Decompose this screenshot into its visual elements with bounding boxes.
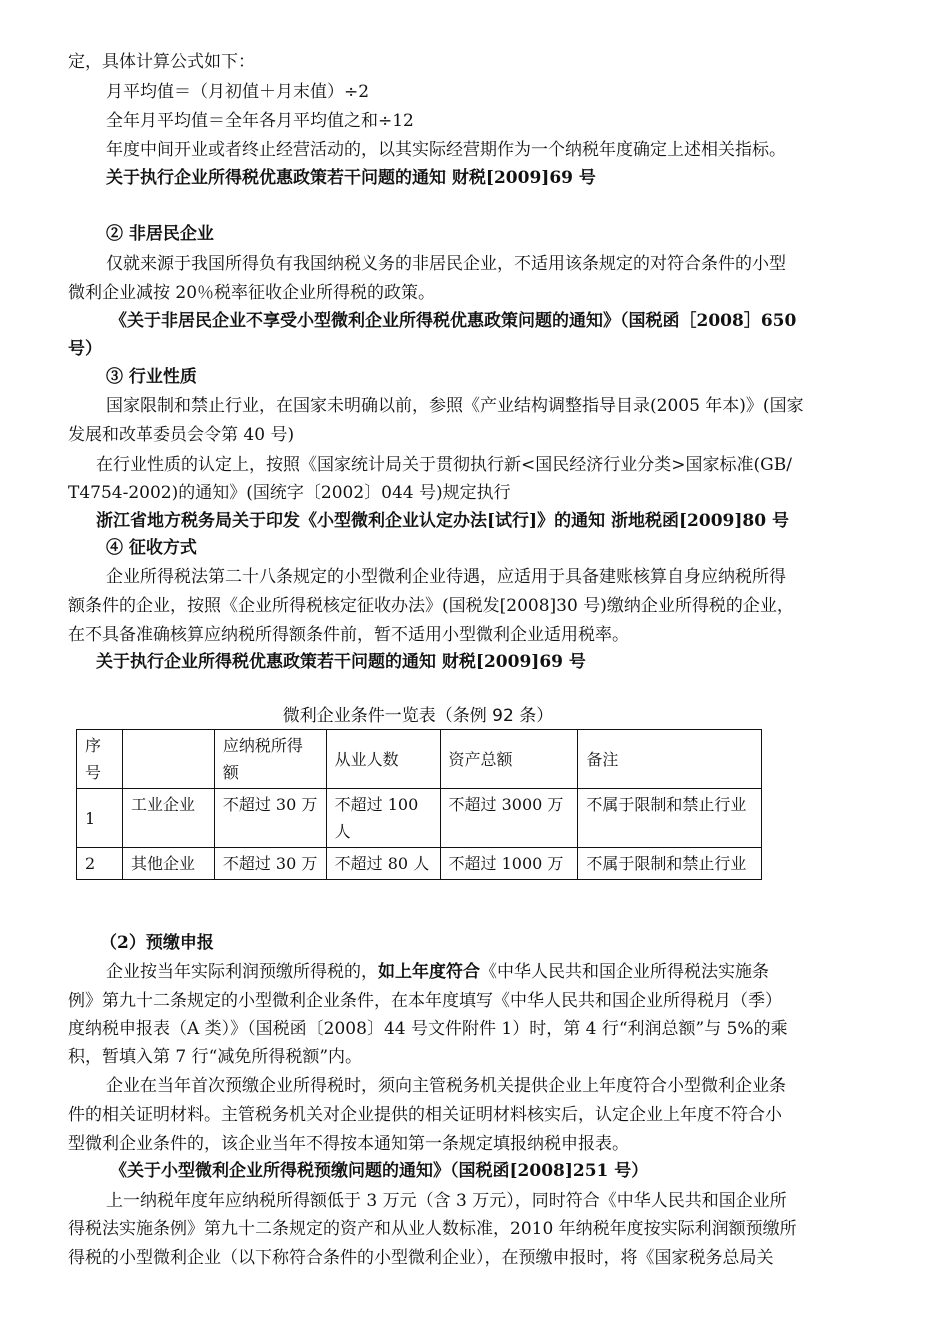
header-cell: 资产总额 xyxy=(440,730,578,789)
table-cell: 1 xyxy=(77,789,123,848)
paragraph-line: 年度中间开业或者终止经营活动的，以其实际经营期作为一个纳税年度确定上述相关指标。 xyxy=(106,140,786,160)
section-heading: ② 非居民企业 xyxy=(106,224,214,244)
header-cell: 序号 xyxy=(77,730,123,789)
header-cell: 应纳税所得额 xyxy=(214,730,326,789)
paragraph-line: 微利企业减按 20％税率征收企业所得税的政策。 xyxy=(68,283,436,303)
paragraph-line: 型微利企业条件的，该企业当年不得按本通知第一条规定填报纳税申报表。 xyxy=(68,1134,629,1154)
header-cell: 从业人数 xyxy=(326,730,440,789)
formula-line: 月平均值＝（月初值＋月末值）÷2 xyxy=(106,82,370,102)
paragraph-line: 积，暂填入第 7 行“减免所得税额”内。 xyxy=(68,1047,363,1067)
table-cell: 不超过 3000 万 xyxy=(440,789,578,848)
citation-line: 《关于小型微利企业所得税预缴问题的通知》（国税函[2008]251 号） xyxy=(110,1161,649,1181)
paragraph-line: 发展和改革委员会令第 40 号) xyxy=(68,425,295,445)
paragraph-line: 得税的小型微利企业（以下称符合条件的小型微利企业），在预缴申报时，将《国家税务总局关 xyxy=(68,1248,774,1268)
paragraph-line: T4754-2002)的通知》(国统字〔2002〕044 号)规定执行 xyxy=(68,483,511,503)
table-caption: 微利企业条件一览表（条例 92 条） xyxy=(282,706,554,726)
table-row xyxy=(77,789,762,848)
formula-line: 全年月平均值＝全年各月平均值之和÷12 xyxy=(106,111,414,131)
citation-line: 《关于非居民企业不享受小型微利企业所得税优惠政策问题的通知》（国税函［2008］650 xyxy=(110,311,797,331)
table-cell: 不属于限制和禁止行业 xyxy=(578,848,762,880)
section-heading: ④ 征收方式 xyxy=(106,538,197,558)
paragraph-line: 仅就来源于我国所得负有我国纳税义务的非居民企业，不适用该条规定的对符合条件的小型 xyxy=(106,254,786,274)
table-cell: 不超过 80 人 xyxy=(326,848,440,880)
text-run: 企业按当年实际利润预缴所得税的， xyxy=(106,962,378,982)
conditions-table xyxy=(76,729,762,880)
emphasis-run: 如上年度符合 xyxy=(378,962,480,982)
citation-line: 关于执行企业所得税优惠政策若干问题的通知 财税[2009]69 号 xyxy=(96,652,586,672)
paragraph-line xyxy=(106,958,926,986)
paragraph-line: 在不具备准确核算应纳税所得额条件前，暂不适用小型微利企业适用税率。 xyxy=(68,625,629,645)
section-heading: （2）预缴申报 xyxy=(100,933,214,953)
header-cell xyxy=(122,730,214,789)
table-cell: 不属于限制和禁止行业 xyxy=(578,789,762,848)
table-cell: 2 xyxy=(77,848,123,880)
citation-line: 关于执行企业所得税优惠政策若干问题的通知 财税[2009]69 号 xyxy=(106,168,596,188)
table-cell: 不超过 30 万 xyxy=(214,789,326,848)
paragraph-line: 度纳税申报表（A 类）》（国税函〔2008〕44 号文件附件 1）时，第 4 行“利润总额”与 5%的乘 xyxy=(68,1019,788,1039)
paragraph-line: 企业所得税法第二十八条规定的小型微利企业待遇，应适用于具备建账核算自身应纳税所得 xyxy=(106,567,786,587)
table-cell: 工业企业 xyxy=(122,789,214,848)
section-heading: ③ 行业性质 xyxy=(106,367,197,387)
paragraph-line: 件的相关证明材料。主管税务机关对企业提供的相关证明材料核实后，认定企业上年度不符合小 xyxy=(68,1105,782,1125)
header-cell: 备注 xyxy=(578,730,762,789)
table-header-row xyxy=(77,730,762,789)
table-cell: 其他企业 xyxy=(122,848,214,880)
citation-line: 号） xyxy=(68,339,102,359)
citation-line: 浙江省地方税务局关于印发《小型微利企业认定办法[试行]》的通知 浙地税函[2009]80 号 xyxy=(96,511,789,531)
table-cell: 不超过 100 人 xyxy=(326,789,440,848)
table-cell: 不超过 1000 万 xyxy=(440,848,578,880)
paragraph-line: 国家限制和禁止行业，在国家未明确以前，参照《产业结构调整指导目录(2005 年本)》(国家 xyxy=(106,396,804,416)
table-cell: 不超过 30 万 xyxy=(214,848,326,880)
paragraph-line: 在行业性质的认定上，按照《国家统计局关于贯彻执行新<国民经济行业分类>国家标准(GB/ xyxy=(96,455,792,475)
table-row xyxy=(77,848,762,880)
paragraph-line: 额条件的企业，按照《企业所得税核定征收办法》(国税发[2008]30 号)缴纳企业所得税的企业， xyxy=(68,596,794,616)
text-run: 《中华人民共和国企业所得税法实施条 xyxy=(480,962,769,982)
paragraph-line: 定，具体计算公式如下： xyxy=(68,52,255,72)
paragraph-line: 例》第九十二条规定的小型微利企业条件，在本年度填写《中华人民共和国企业所得税月（季） xyxy=(68,991,782,1011)
paragraph-line: 上一纳税年度年应纳税所得额低于 3 万元（含 3 万元），同时符合《中华人民共和国企业所 xyxy=(106,1191,787,1211)
paragraph-line: 得税法实施条例》第九十二条规定的资产和从业人数标准，2010 年纳税年度按实际利润额预缴所 xyxy=(68,1219,797,1239)
paragraph-line: 企业在当年首次预缴企业所得税时，须向主管税务机关提供企业上年度符合小型微利企业条 xyxy=(106,1076,786,1096)
